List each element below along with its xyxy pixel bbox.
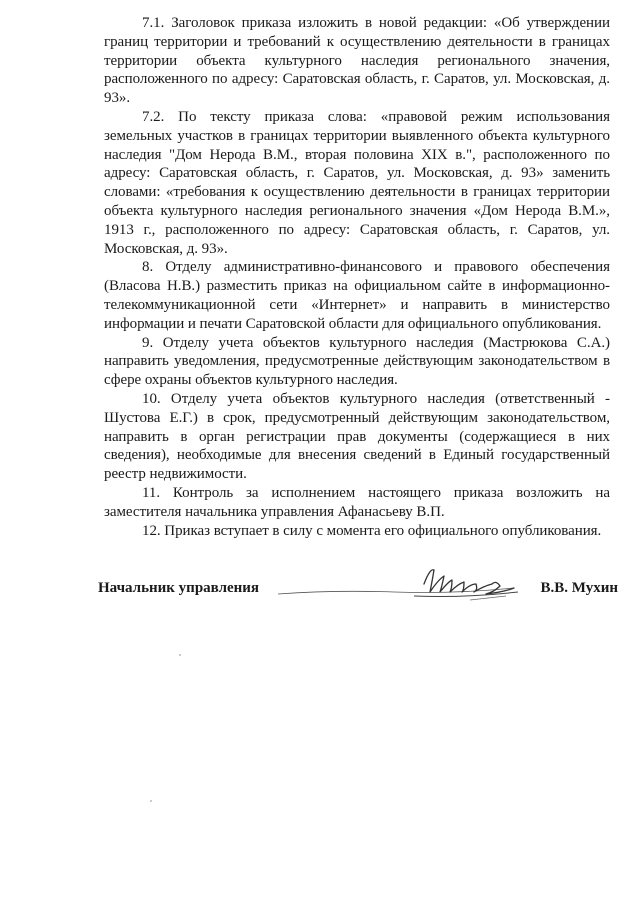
handwritten-signature [274,562,534,610]
paragraph-11: 11. Контроль за исполнением настоящего приказа возложить на заместителя начальника управления Афанасьеву В.П. [104,484,610,520]
paragraph-7-2: 7.2. По тексту приказа слова: «правовой режим использования земельных участков в границах территории выявленного объекта культурного наследия "Дом Нерода В.М., вторая половина XIX в.", расположенного по адресу: Саратовская область, г. Саратов, ул. Московская, д. 93» заменить словами: «требования к осуществлению деятельности в границах территории объекта культурного наследия регионального значения «Дом Нерода В.М.», 1913 г., расположенного по адресу: Саратовская область, г. Саратов, ул. Московская, д. 93». [104,108,610,257]
paragraph-7-1: 7.1. Заголовок приказа изложить в новой редакции: «Об утверждении границ территории и требований к осуществлению деятельности в границах территории объекта культурного наследия регионального значения, расположенного по адресу: Саратовская область, г. Саратов, ул. Московская, д. 93». [104,15,610,107]
scan-speck [179,654,181,656]
paragraph-12: 12. Приказ вступает в силу с момента его официального опубликования. [142,522,602,539]
paragraph-8: 8. Отделу административно-финансового и правового обеспечения (Власова Н.В.) разместить приказ на официальном сайте в информационно-телекоммуникационной сети «Интернет» и направить в министерство информации и печати Саратовской области для официального опубликования. [104,259,610,332]
signatory-title: Начальник управления [98,580,260,596]
paragraph-10: 10. Отделу учета объектов культурного наследия (ответственный - Шустова Е.Г.) в срок, предусмотренный действующим законодательством, направить в орган регистрации прав документы (содержащиеся в них сведения), необходимые для внесения сведений в Единый государственный реестр недвижимости. [104,390,610,483]
scan-speck [150,800,152,802]
paragraph-9: 9. Отделу учета объектов культурного наследия (Мастрюкова С.А.) направить уведомления, предусмотренные действующим законодательством в сфере охраны объектов культурного наследия. [104,334,610,389]
signatory-name: В.В. Мухин [540,580,618,596]
signature-block [98,572,618,612]
document-body [104,14,610,540]
